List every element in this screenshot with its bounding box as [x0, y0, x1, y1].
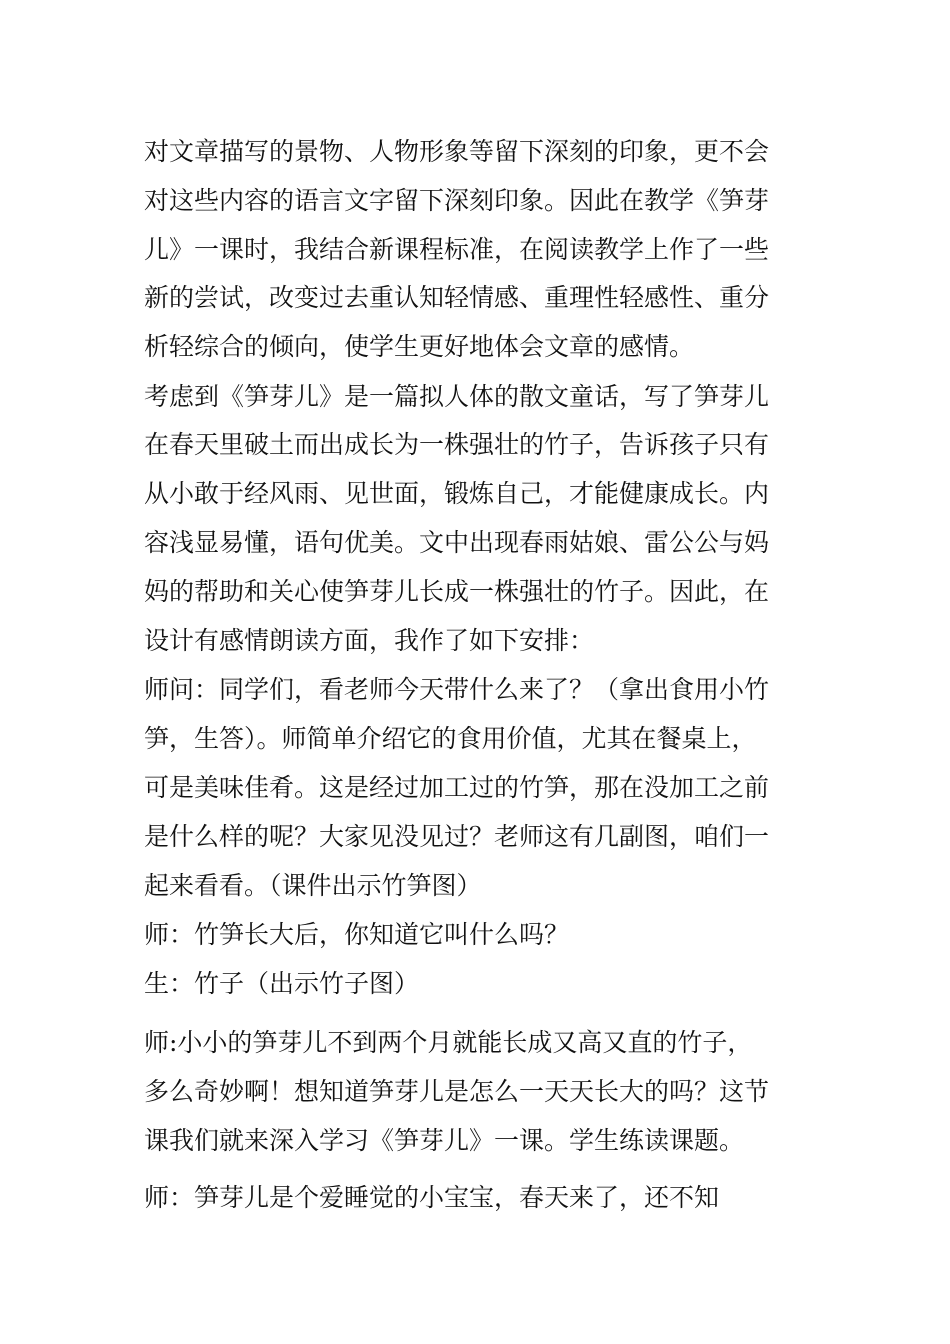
text-line: 从小敢于经风雨、见世面，锻炼自己，才能健康成长。内 — [144, 479, 770, 508]
text-line: 设计有感情朗读方面，我作了如下安排： — [144, 626, 595, 655]
text-line: 析轻综合的倾向，使学生更好地体会文章的感情。 — [144, 332, 695, 361]
text-line: 容浅显易懂，语句优美。文中出现春雨姑娘、雷公公与妈 — [144, 528, 770, 557]
text-line: 妈的帮助和关心使笋芽儿长成一株强壮的竹子。因此，在 — [144, 577, 770, 606]
text-line: 是什么样的呢？大家见没见过？老师这有几副图，咱们一 — [144, 822, 770, 851]
text-line: 起来看看。（课件出示竹笋图） — [144, 871, 482, 900]
text-line: 师:小小的笋芽儿不到两个月就能长成又高又直的竹子， — [144, 1028, 753, 1057]
text-line: 可是美味佳肴。这是经过加工过的竹笋，那在没加工之前 — [144, 773, 770, 802]
text-line: 对文章描写的景物、人物形象等留下深刻的印象，更不会 — [144, 137, 770, 166]
text-line: 新的尝试，改变过去重认知轻情感、重理性轻感性、重分 — [144, 283, 770, 312]
text-line: 儿》一课时，我结合新课程标准，在阅读教学上作了一些 — [144, 235, 770, 264]
text-line: 师：笋芽儿是个爱睡觉的小宝宝，春天来了，还不知 — [144, 1183, 720, 1212]
text-line: 师问：同学们，看老师今天带什么来了？（拿出食用小竹 — [144, 675, 770, 704]
text-line: 课我们就来深入学习《笋芽儿》一课。学生练读课题。 — [144, 1126, 745, 1155]
text-line: 考虑到《笋芽儿》是一篇拟人体的散文童话，写了笋芽儿 — [144, 382, 770, 411]
text-line: 生：竹子（出示竹子图） — [144, 969, 420, 998]
text-line: 师：竹笋长大后，你知道它叫什么吗？ — [144, 920, 570, 949]
text-line: 对这些内容的语言文字留下深刻印象。因此在教学《笋芽 — [144, 186, 770, 215]
text-line: 在春天里破土而出成长为一株强壮的竹子，告诉孩子只有 — [144, 430, 770, 459]
text-line: 笋，生答）。师简单介绍它的食用价值，尤其在餐桌上， — [144, 724, 757, 753]
text-line: 多么奇妙啊！想知道笋芽儿是怎么一天天长大的吗？这节 — [144, 1077, 770, 1106]
